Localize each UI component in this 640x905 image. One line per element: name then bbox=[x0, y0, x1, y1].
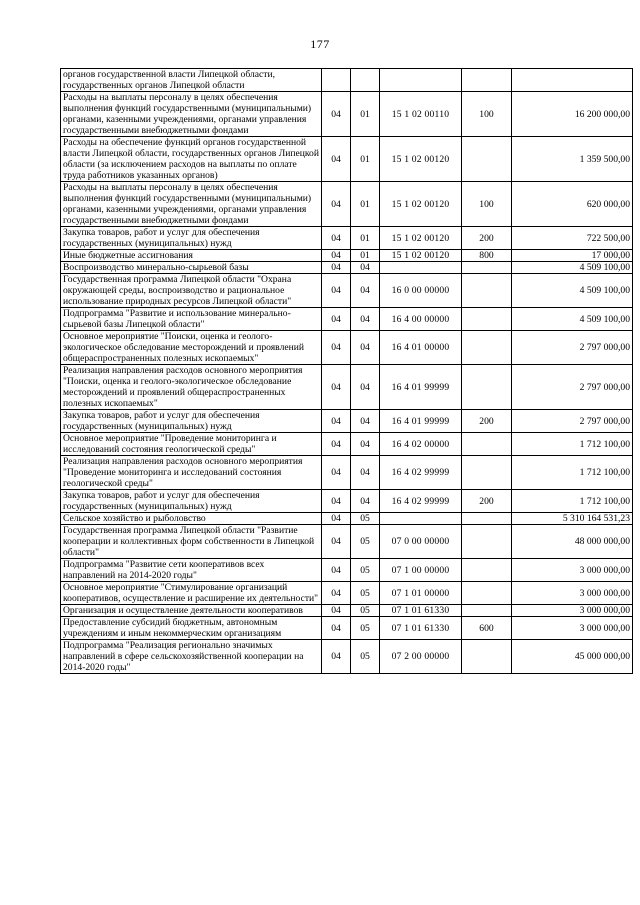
row-section-cell: 04 bbox=[322, 456, 351, 490]
row-expense-type-cell: 100 bbox=[462, 182, 512, 227]
row-target-code-cell: 16 4 01 99999 bbox=[380, 410, 462, 433]
row-expense-type-cell bbox=[462, 262, 512, 274]
row-expense-type-cell: 200 bbox=[462, 490, 512, 513]
row-section-cell: 04 bbox=[322, 137, 351, 182]
table-row bbox=[61, 262, 633, 274]
table-row bbox=[61, 308, 633, 331]
row-expense-type-cell bbox=[462, 559, 512, 582]
row-subsection-cell: 05 bbox=[351, 582, 380, 605]
row-name-cell: Расходы на обеспечение функций органов государственной власти Липецкой области, государственных органов Липецкой области (за исключением расходов на выплаты по оплате труда работников указанных органов) bbox=[61, 137, 322, 182]
table-row bbox=[61, 250, 633, 262]
row-expense-type-cell bbox=[462, 525, 512, 559]
row-name-cell: Закупка товаров, работ и услуг для обеспечения государственных (муниципальных) нужд bbox=[61, 490, 322, 513]
row-target-code-cell: 15 1 02 00110 bbox=[380, 92, 462, 137]
row-expense-type-cell bbox=[462, 308, 512, 331]
row-target-code-cell: 16 4 02 00000 bbox=[380, 433, 462, 456]
page-number: 177 bbox=[310, 37, 330, 51]
row-subsection-cell: 05 bbox=[351, 559, 380, 582]
row-subsection-cell bbox=[351, 69, 380, 92]
row-name-cell: органов государственной власти Липецкой области, государственных органов Липецкой области bbox=[61, 69, 322, 92]
row-target-code-cell: 07 0 00 00000 bbox=[380, 525, 462, 559]
row-amount-cell: 3 000 000,00 bbox=[512, 559, 633, 582]
row-name-cell: Реализация направления расходов основного мероприятия "Поиски, оценка и геолого-экологическое обследование месторождений и проявлений общераспространенных полезных ископаемых" bbox=[61, 365, 322, 410]
row-name-cell: Иные бюджетные ассигнования bbox=[61, 250, 322, 262]
table-row bbox=[61, 410, 633, 433]
budget-table bbox=[60, 68, 633, 674]
row-amount-cell: 620 000,00 bbox=[512, 182, 633, 227]
row-target-code-cell: 07 1 00 00000 bbox=[380, 559, 462, 582]
row-subsection-cell: 04 bbox=[351, 490, 380, 513]
table-row bbox=[61, 69, 633, 92]
row-target-code-cell: 16 4 01 00000 bbox=[380, 331, 462, 365]
row-target-code-cell bbox=[380, 69, 462, 92]
table-row bbox=[61, 227, 633, 250]
row-section-cell: 04 bbox=[322, 227, 351, 250]
row-target-code-cell: 07 1 01 61330 bbox=[380, 605, 462, 617]
row-subsection-cell: 04 bbox=[351, 331, 380, 365]
row-expense-type-cell: 100 bbox=[462, 92, 512, 137]
table-row bbox=[61, 582, 633, 605]
row-amount-cell: 1 712 100,00 bbox=[512, 433, 633, 456]
table-row bbox=[61, 456, 633, 490]
row-amount-cell: 2 797 000,00 bbox=[512, 331, 633, 365]
row-name-cell: Государственная программа Липецкой области "Охрана окружающей среды, воспроизводство и рациональное использование природных ресурсов Липецкой области" bbox=[61, 274, 322, 308]
row-amount-cell: 4 509 100,00 bbox=[512, 262, 633, 274]
row-name-cell: Подпрограмма "Реализация регионально значимых направлений в сфере сельскохозяйственной кооперации на 2014-2020 годы" bbox=[61, 640, 322, 674]
row-amount-cell: 3 000 000,00 bbox=[512, 617, 633, 640]
row-expense-type-cell bbox=[462, 365, 512, 410]
row-amount-cell: 2 797 000,00 bbox=[512, 410, 633, 433]
row-section-cell: 04 bbox=[322, 640, 351, 674]
row-expense-type-cell bbox=[462, 513, 512, 525]
row-name-cell: Воспроизводство минерально-сырьевой базы bbox=[61, 262, 322, 274]
row-section-cell: 04 bbox=[322, 605, 351, 617]
table-row bbox=[61, 92, 633, 137]
row-section-cell: 04 bbox=[322, 525, 351, 559]
row-subsection-cell: 05 bbox=[351, 617, 380, 640]
table-row bbox=[61, 490, 633, 513]
row-subsection-cell: 04 bbox=[351, 274, 380, 308]
row-amount-cell: 45 000 000,00 bbox=[512, 640, 633, 674]
row-target-code-cell: 15 1 02 00120 bbox=[380, 182, 462, 227]
row-amount-cell: 1 359 500,00 bbox=[512, 137, 633, 182]
row-name-cell: Расходы на выплаты персоналу в целях обеспечения выполнения функций государственными (муниципальными) органами, казенными учреждениями, органами управления государственными внебюджетными фондами bbox=[61, 92, 322, 137]
row-expense-type-cell bbox=[462, 331, 512, 365]
row-section-cell: 04 bbox=[322, 433, 351, 456]
row-name-cell: Основное мероприятие "Стимулирование организаций кооперативов, осуществление и расширение их деятельности" bbox=[61, 582, 322, 605]
row-subsection-cell: 01 bbox=[351, 182, 380, 227]
row-name-cell: Сельское хозяйство и рыболовство bbox=[61, 513, 322, 525]
table-row bbox=[61, 559, 633, 582]
row-subsection-cell: 01 bbox=[351, 92, 380, 137]
row-amount-cell: 4 509 100,00 bbox=[512, 274, 633, 308]
row-name-cell: Подпрограмма "Развитие сети кооперативов всех направлений на 2014-2020 годы" bbox=[61, 559, 322, 582]
table-row bbox=[61, 365, 633, 410]
row-amount-cell: 16 200 000,00 bbox=[512, 92, 633, 137]
row-subsection-cell: 05 bbox=[351, 513, 380, 525]
row-subsection-cell: 04 bbox=[351, 433, 380, 456]
row-name-cell: Закупка товаров, работ и услуг для обеспечения государственных (муниципальных) нужд bbox=[61, 410, 322, 433]
row-name-cell: Реализация направления расходов основного мероприятия "Проведение мониторинга и исследований состояния геологической среды" bbox=[61, 456, 322, 490]
row-name-cell: Предоставление субсидий бюджетным, автономным учреждениям и иным некоммерческим организациям bbox=[61, 617, 322, 640]
row-section-cell: 04 bbox=[322, 559, 351, 582]
row-section-cell: 04 bbox=[322, 582, 351, 605]
row-subsection-cell: 04 bbox=[351, 456, 380, 490]
row-amount-cell: 4 509 100,00 bbox=[512, 308, 633, 331]
row-target-code-cell: 16 0 00 00000 bbox=[380, 274, 462, 308]
row-expense-type-cell bbox=[462, 137, 512, 182]
row-subsection-cell: 04 bbox=[351, 410, 380, 433]
row-amount-cell: 2 797 000,00 bbox=[512, 365, 633, 410]
row-subsection-cell: 01 bbox=[351, 250, 380, 262]
row-expense-type-cell bbox=[462, 582, 512, 605]
row-expense-type-cell bbox=[462, 274, 512, 308]
row-section-cell: 04 bbox=[322, 410, 351, 433]
row-name-cell: Расходы на выплаты персоналу в целях обеспечения выполнения функций государственными (муниципальными) органами, казенными учреждениями, органами управления государственными внебюджетными фондами bbox=[61, 182, 322, 227]
row-section-cell: 04 bbox=[322, 274, 351, 308]
row-section-cell: 04 bbox=[322, 490, 351, 513]
table-row bbox=[61, 640, 633, 674]
budget-table-body bbox=[61, 69, 633, 674]
row-target-code-cell: 15 1 02 00120 bbox=[380, 227, 462, 250]
row-target-code-cell: 16 4 01 99999 bbox=[380, 365, 462, 410]
row-expense-type-cell: 600 bbox=[462, 617, 512, 640]
row-target-code-cell: 07 2 00 00000 bbox=[380, 640, 462, 674]
table-row bbox=[61, 525, 633, 559]
row-target-code-cell: 07 1 01 00000 bbox=[380, 582, 462, 605]
row-section-cell: 04 bbox=[322, 308, 351, 331]
table-row bbox=[61, 605, 633, 617]
row-section-cell: 04 bbox=[322, 182, 351, 227]
row-section-cell bbox=[322, 69, 351, 92]
row-subsection-cell: 05 bbox=[351, 605, 380, 617]
row-expense-type-cell bbox=[462, 605, 512, 617]
row-amount-cell: 1 712 100,00 bbox=[512, 490, 633, 513]
row-target-code-cell: 16 4 00 00000 bbox=[380, 308, 462, 331]
table-row bbox=[61, 513, 633, 525]
table-row bbox=[61, 331, 633, 365]
row-name-cell: Основное мероприятие "Проведение мониторинга и исследований состояния геологической среды" bbox=[61, 433, 322, 456]
row-target-code-cell bbox=[380, 262, 462, 274]
row-amount-cell: 1 712 100,00 bbox=[512, 456, 633, 490]
row-expense-type-cell bbox=[462, 640, 512, 674]
row-subsection-cell: 05 bbox=[351, 525, 380, 559]
row-amount-cell: 17 000,00 bbox=[512, 250, 633, 262]
row-expense-type-cell: 200 bbox=[462, 227, 512, 250]
row-amount-cell: 3 000 000,00 bbox=[512, 582, 633, 605]
row-amount-cell bbox=[512, 69, 633, 92]
row-name-cell: Государственная программа Липецкой области "Развитие кооперации и коллективных форм собственности в Липецкой области" bbox=[61, 525, 322, 559]
row-amount-cell: 48 000 000,00 bbox=[512, 525, 633, 559]
table-row bbox=[61, 274, 633, 308]
row-subsection-cell: 01 bbox=[351, 137, 380, 182]
row-target-code-cell bbox=[380, 513, 462, 525]
row-subsection-cell: 05 bbox=[351, 640, 380, 674]
row-section-cell: 04 bbox=[322, 250, 351, 262]
row-expense-type-cell: 200 bbox=[462, 410, 512, 433]
row-expense-type-cell bbox=[462, 69, 512, 92]
row-name-cell: Основное мероприятие "Поиски, оценка и геолого-экологическое обследование месторождений и проявлений общераспространенных полезных ископаемых" bbox=[61, 331, 322, 365]
row-subsection-cell: 04 bbox=[351, 262, 380, 274]
table-row bbox=[61, 617, 633, 640]
table-row bbox=[61, 137, 633, 182]
row-section-cell: 04 bbox=[322, 617, 351, 640]
row-name-cell: Закупка товаров, работ и услуг для обеспечения государственных (муниципальных) нужд bbox=[61, 227, 322, 250]
row-amount-cell: 722 500,00 bbox=[512, 227, 633, 250]
row-target-code-cell: 16 4 02 99999 bbox=[380, 490, 462, 513]
row-target-code-cell: 15 1 02 00120 bbox=[380, 250, 462, 262]
row-name-cell: Организация и осуществление деятельности кооперативов bbox=[61, 605, 322, 617]
row-subsection-cell: 01 bbox=[351, 227, 380, 250]
row-subsection-cell: 04 bbox=[351, 308, 380, 331]
row-section-cell: 04 bbox=[322, 92, 351, 137]
row-name-cell: Подпрограмма "Развитие и использование минерально-сырьевой базы Липецкой области" bbox=[61, 308, 322, 331]
table-row bbox=[61, 182, 633, 227]
row-section-cell: 04 bbox=[322, 262, 351, 274]
table-row bbox=[61, 433, 633, 456]
row-amount-cell: 3 000 000,00 bbox=[512, 605, 633, 617]
row-section-cell: 04 bbox=[322, 365, 351, 410]
row-expense-type-cell bbox=[462, 433, 512, 456]
row-amount-cell: 5 310 164 531,23 bbox=[512, 513, 633, 525]
row-target-code-cell: 15 1 02 00120 bbox=[380, 137, 462, 182]
row-subsection-cell: 04 bbox=[351, 365, 380, 410]
row-expense-type-cell: 800 bbox=[462, 250, 512, 262]
row-section-cell: 04 bbox=[322, 513, 351, 525]
row-target-code-cell: 16 4 02 99999 bbox=[380, 456, 462, 490]
row-target-code-cell: 07 1 01 61330 bbox=[380, 617, 462, 640]
row-expense-type-cell bbox=[462, 456, 512, 490]
row-section-cell: 04 bbox=[322, 331, 351, 365]
